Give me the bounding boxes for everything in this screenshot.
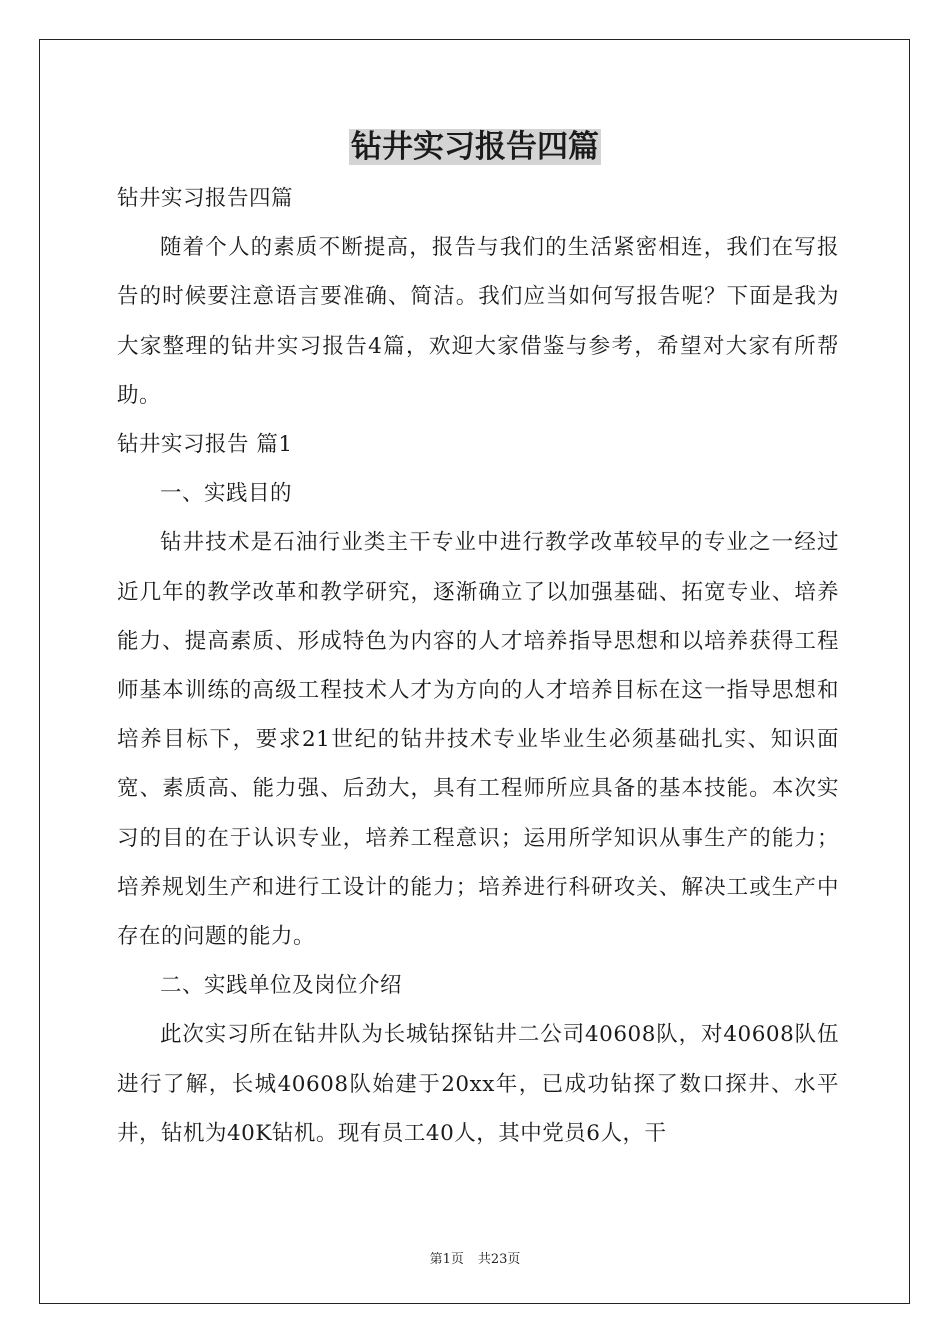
document-title: [0, 124, 950, 170]
paragraph: 此次实习所在钻井队为长城钻探钻井二公司40608队，对40608队伍进行了解，长城40608队始建于20xx年，已成功钻探了数口探井、水平井，钻机为40K钻机。现有员工40人，其中党员6人，干: [117, 1022, 839, 1146]
paragraph: 钻井实习报告四篇: [117, 186, 294, 211]
page-total: 共23页: [477, 1252, 521, 1267]
section-heading: 钻井实习报告 篇1: [117, 432, 293, 458]
document-body: [117, 174, 839, 1158]
subsection-heading: 二、实践单位及岗位介绍: [160, 973, 403, 999]
paragraph: 随着个人的素质不断提高，报告与我们的生活紧密相连，我们在写报告的时候要注意语言要准确、简洁。我们应当如何写报告呢？下面是我为大家整理的钻井实习报告4篇，欢迎大家借鉴与参考，希望对大家有所帮助。: [117, 235, 839, 408]
page-number: 第1页: [429, 1252, 464, 1267]
paragraph: 钻井技术是石油行业类主干专业中进行教学改革较早的专业之一经过近几年的教学改革和教学研究，逐渐确立了以加强基础、拓宽专业、培养能力、提高素质、形成特色为内容的人才培养指导思想和以培养获得工程师基本训练的高级工程技术人才为方向的人才培养目标在这一指导思想和培养目标下，要求21世纪的钻井技术专业毕业生必须基础扎实、知识面宽、素质高、能力强、后劲大，具有工程师所应具备的基本技能。本次实习的目的在于认识专业，培养工程意识；运用所学知识从事生产的能力；培养规划生产和进行工设计的能力；培养进行科研攻关、解决工或生产中存在的问题的能力。: [117, 530, 839, 950]
subsection-heading: 一、实践目的: [160, 481, 293, 507]
title-text: 钻井实习报告四篇: [351, 129, 599, 165]
page-footer: [0, 1248, 950, 1267]
